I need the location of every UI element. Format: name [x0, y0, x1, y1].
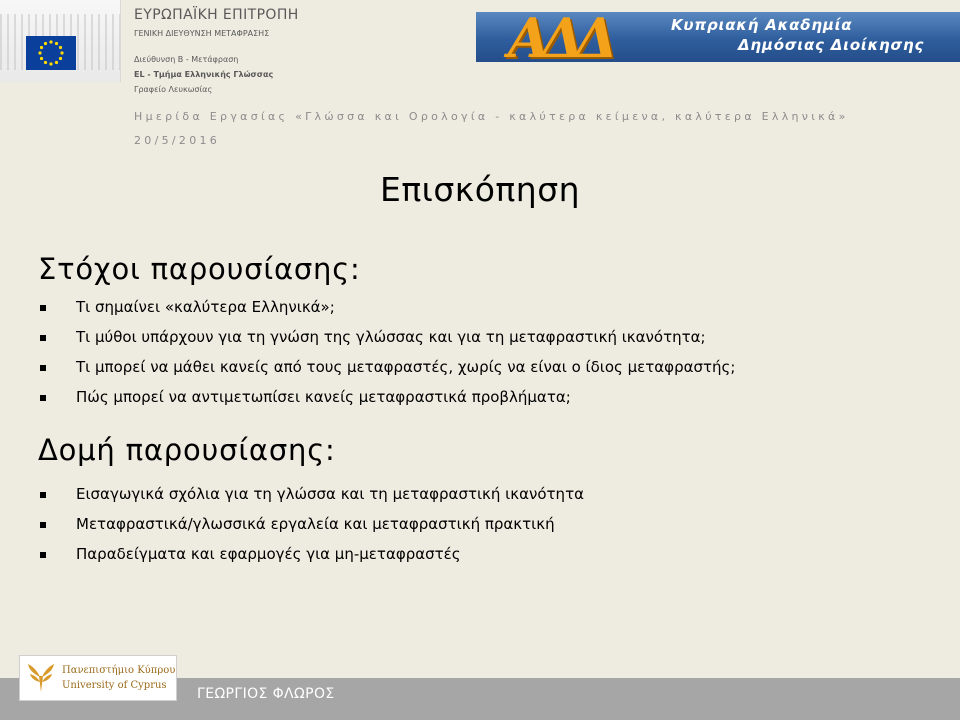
square-bullet-icon [40, 552, 46, 558]
eu-flag-icon [26, 36, 76, 70]
structure-text: Μεταφραστικά/γλωσσικά εργαλεία και μεταφραστική πρακτική [76, 515, 555, 533]
university-name-en: University of Cyprus [62, 680, 167, 691]
square-bullet-icon [40, 365, 46, 371]
unit-label: EL - Τμήμα Ελληνικής Γλώσσας [134, 70, 274, 79]
university-name-el: Πανεπιστήμιο Κύπρου [62, 665, 176, 676]
presenter-name: ΓΕΩΡΓΙΟΣ ΦΛΩΡΟΣ [197, 686, 335, 702]
square-bullet-icon [40, 305, 46, 311]
structure-text: Παραδείγματα και εφαρμογές για μη-μεταφραστές [76, 545, 461, 563]
org-subtitle: ΓΕΝΙΚΗ ΔΙΕΥΘΥΝΣΗ ΜΕΤΑΦΡΑΣΗΣ [134, 29, 270, 38]
goal-text: Τι μπορεί να μάθει κανείς από τους μεταφραστές, χωρίς να είναι ο ίδιος μεταφραστής; [76, 358, 736, 376]
square-bullet-icon [40, 395, 46, 401]
goal-text: Τι σημαίνει «καλύτερα Ελληνικά»; [76, 298, 335, 316]
goal-text: Τι μύθοι υπάρχουν για τη γνώση της γλώσσας και για τη μεταφραστική ικανότητα; [76, 328, 706, 346]
cyprus-academy-banner [476, 12, 960, 62]
list-item [38, 292, 735, 322]
workshop-title: Ημερίδα Εργασίας «Γλώσσα και Ορολογία - καλύτερα κείμενα, καλύτερα Ελληνικά» [134, 110, 849, 123]
square-bullet-icon [40, 522, 46, 528]
structure-heading: Δομή παρουσίασης: [38, 433, 336, 467]
list-item [38, 322, 735, 352]
structure-list [38, 479, 584, 569]
structure-text: Εισαγωγικά σχόλια για τη γλώσσα και τη μεταφραστική ικανότητα [76, 485, 584, 503]
directorate-label: Διεύθυνση Β - Μετάφραση [134, 55, 239, 64]
cyprus-academy-logo-icon: ΑΔΔ [508, 12, 610, 62]
square-bullet-icon [40, 335, 46, 341]
list-item [38, 352, 735, 382]
university-logo [19, 655, 177, 701]
list-item [38, 539, 584, 569]
university-of-cyprus-logo-icon [26, 662, 56, 694]
list-item [38, 382, 735, 412]
goals-list [38, 292, 735, 412]
office-label: Γραφείο Λευκωσίας [134, 85, 213, 94]
academy-name-line1: Κυπριακή Ακαδημία [671, 16, 853, 34]
eu-commission-logo-icon [0, 0, 121, 82]
event-date: 20/5/2016 [134, 134, 221, 147]
org-title: ΕΥΡΩΠΑΪΚΗ ΕΠΙΤΡΟΠΗ [134, 7, 299, 23]
goal-text: Πώς μπορεί να αντιμετωπίσει κανείς μεταφραστικά προβλήματα; [76, 388, 571, 406]
slide-title: Επισκόπηση [379, 170, 581, 209]
academy-name-line2: Δημόσιας Διοίκησης [738, 36, 925, 54]
list-item [38, 509, 584, 539]
square-bullet-icon [40, 492, 46, 498]
list-item [38, 479, 584, 509]
goals-heading: Στόχοι παρουσίασης: [38, 252, 361, 286]
